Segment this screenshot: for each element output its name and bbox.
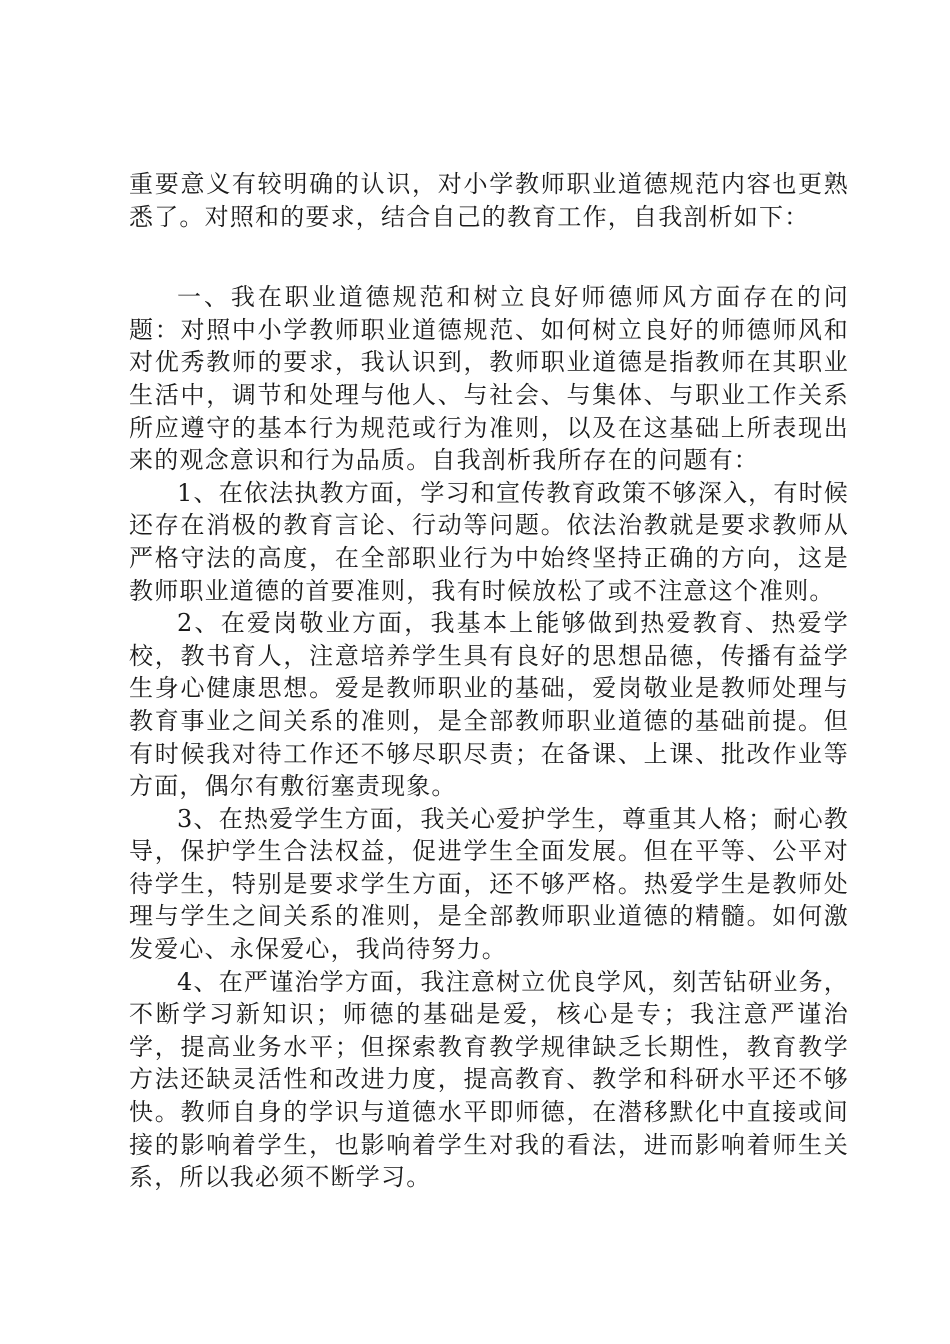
document-body xyxy=(129,168,849,1194)
paragraph-item-2: 2、在爱岗敬业方面，我基本上能够做到热爱教育、热爱学校，教书育人，注意培养学生具有良好的思想品德，传播有益学生身心健康思想。爱是教师职业的基础，爱岗敬业是教师处理与教育事业之间关系的准则，是全部教师职业道德的基础前提。但有时候我对待工作还不够尽职尽责；在备课、上课、批改作业等方面，偶尔有敷衍塞责现象。 xyxy=(129,609,849,801)
paragraph-item-1: 1、在依法执教方面，学习和宣传教育政策不够深入，有时候还存在消极的教育言论、行动等问题。依法治教就是要求教师从严格守法的高度，在全部职业行为中始终坚持正确的方向，这是教师职业道德的首要准则，我有时候放松了或不注意这个准则。 xyxy=(129,478,849,605)
paragraph-section-one: 一、我在职业道德规范和树立良好师德师风方面存在的问题：对照中小学教师职业道德规范、如何树立良好的师德师风和对优秀教师的要求，我认识到，教师职业道德是指教师在其职业生活中，调节和处理与他人、与社会、与集体、与职业工作关系所应遵守的基本行为规范或行为准则，以及在这基础上所表现出来的观念意识和行为品质。自我剖析我所存在的问题有： xyxy=(129,283,849,475)
paragraph-intro: 重要意义有较明确的认识，对小学教师职业道德规范内容也更熟悉了。对照和的要求，结合自己的教育工作，自我剖析如下： xyxy=(129,170,849,231)
paragraph-item-3: 3、在热爱学生方面，我关心爱护学生，尊重其人格；耐心教导，保护学生合法权益，促进学生全面发展。但在平等、公平对待学生，特别是要求学生方面，还不够严格。热爱学生是教师处理与学生之间关系的准则，是全部教师职业道德的精髓。如何激发爱心、永保爱心，我尚待努力。 xyxy=(129,804,849,964)
paragraph-item-4: 4、在严谨治学方面，我注意树立优良学风，刻苦钻研业务，不断学习新知识；师德的基础是爱，核心是专；我注意严谨治学，提高业务水平；但探索教育教学规律缺乏长期性，教育教学方法还缺灵活性和改进力度，提高教育、教学和科研水平还不够快。教师自身的学识与道德水平即师德，在潜移默化中直接或间接的影响着学生，也影响着学生对我的看法，进而影响着师生关系，所以我必须不断学习。 xyxy=(129,967,849,1192)
paragraph-gap xyxy=(129,233,849,281)
